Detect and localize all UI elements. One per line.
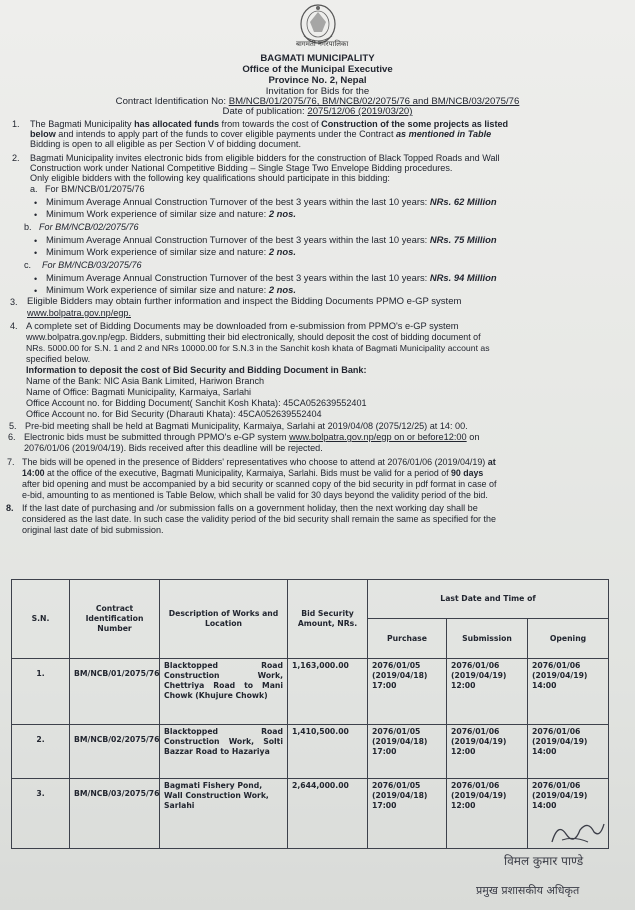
para-5-line-1: Pre-bid meeting shall be held at Bagmati Municipality, Karmaiya, Sarlahi at 2019/04/08 (2075/12/25) at 14: 00. xyxy=(25,421,468,431)
para-4-line-1: A complete set of Bidding Documents may be downloaded from e-submission from PPMO's e-GP system xyxy=(26,321,459,331)
para-6-line-1: Electronic bids must be submitted through PPMO's e-GP system www.bolpatra.gov.np/egp on or before12:00 on xyxy=(24,432,480,442)
header-purchase: Purchase xyxy=(368,619,447,659)
cell-submission: 2076/01/06 (2019/04/19) 12:00 xyxy=(447,725,528,779)
header-submission: Submission xyxy=(447,619,528,659)
cell-purchase: 2076/01/05 (2019/04/18) 17:00 xyxy=(368,779,447,849)
para-8-line-1: If the last date of purchasing and /or submission falls on a government holiday, then the next working day shall be xyxy=(22,503,478,513)
emblem-caption: बागमती नगरपालिका xyxy=(296,40,349,48)
para-number: 1. xyxy=(12,119,20,129)
cell-contract: BM/NCB/03/2075/76 xyxy=(70,779,160,849)
cell-sn: 1. xyxy=(12,659,70,725)
header-last-date: Last Date and Time of xyxy=(368,580,609,619)
signature-scribble-icon xyxy=(548,812,608,850)
account-bid-security: Office Account no. for Bid Security (Dharauti Khata): 45CA052639552404 xyxy=(26,409,322,419)
para-1-line-1: The Bagmati Municipality has allocated funds from towards the cost of Construction of the some projects as listed xyxy=(30,119,509,129)
account-bidding-doc: Office Account no. for Bidding Document( Sanchit Kosh Khata): 45CA052639552401 xyxy=(26,398,367,408)
header-contract: Contract Identification Number xyxy=(70,580,160,659)
bullet-icon: • xyxy=(34,236,38,246)
para-6-line-2: 2076/01/06 (2019/04/19). Bids received after this deadline will be rejected. xyxy=(24,443,323,453)
para-1-line-2: below and intends to apply part of the funds to cover eligible payments under the Contract as mentioned in Table xyxy=(30,129,492,139)
qual-b-work: Minimum Work experience of similar size and nature: 2 nos. xyxy=(46,246,296,257)
cell-submission: 2076/01/06 (2019/04/19) 12:00 xyxy=(447,779,528,849)
para-7-line-2: 14:00 at the office of the executive, Bagmati Municipality, Karmaiya, Sarlahi. Bids must be valid for a period of 90 days xyxy=(22,468,484,478)
para-number: 3. xyxy=(10,297,18,307)
cell-description: Blacktopped Road Construction Work, Chettriya Road to Mani Chowk (Khujure Chowk) xyxy=(160,659,288,725)
signatory-title: प्रमुख प्रशासकीय अधिकृत xyxy=(476,884,580,897)
bullet-icon: • xyxy=(34,198,38,208)
bullet-icon: • xyxy=(34,274,38,284)
cell-sn: 2. xyxy=(12,725,70,779)
para-2-line-1: Bagmati Municipality invites electronic bids from eligible bidders for the construction of Black Topped Roads and Wall xyxy=(30,153,500,163)
qual-c-label: For BM/NCB/03/2075/76 xyxy=(42,260,142,270)
qual-letter: b. xyxy=(24,222,32,232)
office-name-line: Name of Office: Bagmati Municipality, Karmaiya, Sarlahi xyxy=(26,387,252,397)
publication-line: Date of publication: 2075/12/06 (2019/03/20) xyxy=(222,106,413,117)
qual-a-label: For BM/NCB/01/2075/76 xyxy=(45,184,145,194)
cell-description: Bagmati Fishery Pond, Wall Construction Work, Sarlahi xyxy=(160,779,288,849)
para-7-line-4: e-bid, amounting to as mentioned is Table Below, which shall be valid for 30 days beyond the validity period of the bid. xyxy=(22,490,488,500)
para-number: 5. xyxy=(9,421,17,431)
contract-id-line: Contract Identification No: BM/NCB/01/2075/76, BM/NCB/02/2075/76 and BM/NCB/03/2075/76 xyxy=(115,96,520,107)
header-description: Description of Works and Location xyxy=(160,580,288,659)
invitation-line: Invitation for Bids for the xyxy=(265,86,370,97)
qual-letter: c. xyxy=(24,260,32,270)
para-7-line-1: The bids will be opened in the presence of Bidders' representatives who choose to attend at 2076/01/06 (2019/04/19) at xyxy=(22,457,496,467)
table-row xyxy=(12,659,609,725)
para-number: 6. xyxy=(8,432,16,442)
para-8-line-3: original last date of bid submission. xyxy=(22,525,164,535)
qual-a-work: Minimum Work experience of similar size and nature: 2 nos. xyxy=(46,208,296,219)
para-3-link: www.bolpatra.gov.np/egp. xyxy=(27,308,131,318)
para-7-line-3: after bid opening and must be accompanied by a bid security or scanned copy of the bid security in pdf format in case of xyxy=(22,479,497,489)
bullet-icon: • xyxy=(34,248,38,258)
cell-description: Blacktopped Road Construction Work, Solti Bazzar Road to Hazariya xyxy=(160,725,288,779)
cell-purchase: 2076/01/05 (2019/04/18) 17:00 xyxy=(368,659,447,725)
bullet-icon: • xyxy=(34,286,38,296)
bullet-icon: • xyxy=(34,210,38,220)
para-4-line-2: www.bolpatra.gov.np/egp. Bidders, submitting their bid electronically, should deposit the cost of bidding document of xyxy=(26,332,481,342)
para-8-line-2: considered as the last date. In such case the validity period of the bid security shall remain the same as specified for the xyxy=(22,514,496,524)
contract-ids: BM/NCB/01/2075/76, BM/NCB/02/2075/76 and BM/NCB/03/2075/76 xyxy=(228,96,520,107)
header-bid-security: Bid Security Amount, NRs. xyxy=(288,580,368,659)
cell-bid-security: 2,644,000.00 xyxy=(288,779,368,849)
province: Province No. 2, Nepal xyxy=(268,75,367,86)
qual-b-turnover: Minimum Average Annual Construction Turnover of the best 3 years within the last 10 years: NRs. 75 Million xyxy=(46,234,497,245)
office-name: Office of the Municipal Executive xyxy=(242,64,393,75)
bank-name: Name of the Bank: NIC Asia Bank Limited, Hariwon Branch xyxy=(26,376,265,386)
cell-sn: 3. xyxy=(12,779,70,849)
page-title: BAGMATI MUNICIPALITY xyxy=(260,53,375,64)
bid-table xyxy=(11,579,609,849)
signatory-name: विमल कुमार पाण्डे xyxy=(504,854,584,868)
cell-purchase: 2076/01/05 (2019/04/18) 17:00 xyxy=(368,725,447,779)
para-2-line-2: Construction work under National Competitive Bidding – Single Stage Two Envelope Bidding procedures. xyxy=(30,163,453,173)
table-row xyxy=(12,779,609,849)
para-2-line-3: Only eligible bidders with the following key qualifications should participate in this bidding: xyxy=(30,173,390,183)
para-3-line-1: Eligible Bidders may obtain further information and inspect the Bidding Documents PPMO e-GP system xyxy=(27,296,462,307)
cell-contract: BM/NCB/02/2075/76 xyxy=(70,725,160,779)
table-row xyxy=(12,725,609,779)
para-number: 4. xyxy=(10,321,18,331)
para-4-line-3: NRs. 5000.00 for S.N. 1 and 2 and NRs 10000.00 for S.N.3 in the Sanchit kosh khata of Bagmati Municipality account as xyxy=(26,343,490,353)
para-1-line-3: Bidding is open to all eligible as per Section V of bidding document. xyxy=(30,139,301,149)
para-number: 7. xyxy=(7,457,15,467)
para-number: 8. xyxy=(6,503,14,513)
header-opening: Opening xyxy=(528,619,609,659)
bank-info-title: Information to deposit the cost of Bid Security and Bidding Document in Bank: xyxy=(26,365,367,375)
cell-bid-security: 1,163,000.00 xyxy=(288,659,368,725)
cell-opening: 2076/01/06 (2019/04/19) 14:00 xyxy=(528,725,609,779)
qual-b-label: For BM/NCB/02/2075/76 xyxy=(39,222,139,232)
publication-date: 2075/12/06 (2019/03/20) xyxy=(307,106,413,117)
cell-submission: 2076/01/06 (2019/04/19) 12:00 xyxy=(447,659,528,725)
qual-letter: a. xyxy=(30,184,38,194)
header-sn: S.N. xyxy=(12,580,70,659)
cell-bid-security: 1,410,500.00 xyxy=(288,725,368,779)
cell-opening: 2076/01/06 (2019/04/19) 14:00 xyxy=(528,659,609,725)
qual-c-turnover: Minimum Average Annual Construction Turnover of the best 3 years within the last 10 years: NRs. 94 Million xyxy=(46,272,497,283)
table-header-row xyxy=(12,580,609,619)
para-number: 2. xyxy=(12,153,20,163)
cell-contract: BM/NCB/01/2075/76 xyxy=(70,659,160,725)
cell-opening: 2076/01/06 (2019/04/19) 14:00 xyxy=(528,779,609,849)
qual-a-turnover: Minimum Average Annual Construction Turnover of the best 3 years within the last 10 years: NRs. 62 Million xyxy=(46,196,497,207)
qual-c-work: Minimum Work experience of similar size and nature: 2 nos. xyxy=(46,284,296,295)
para-4-line-4: specified below. xyxy=(26,354,91,364)
